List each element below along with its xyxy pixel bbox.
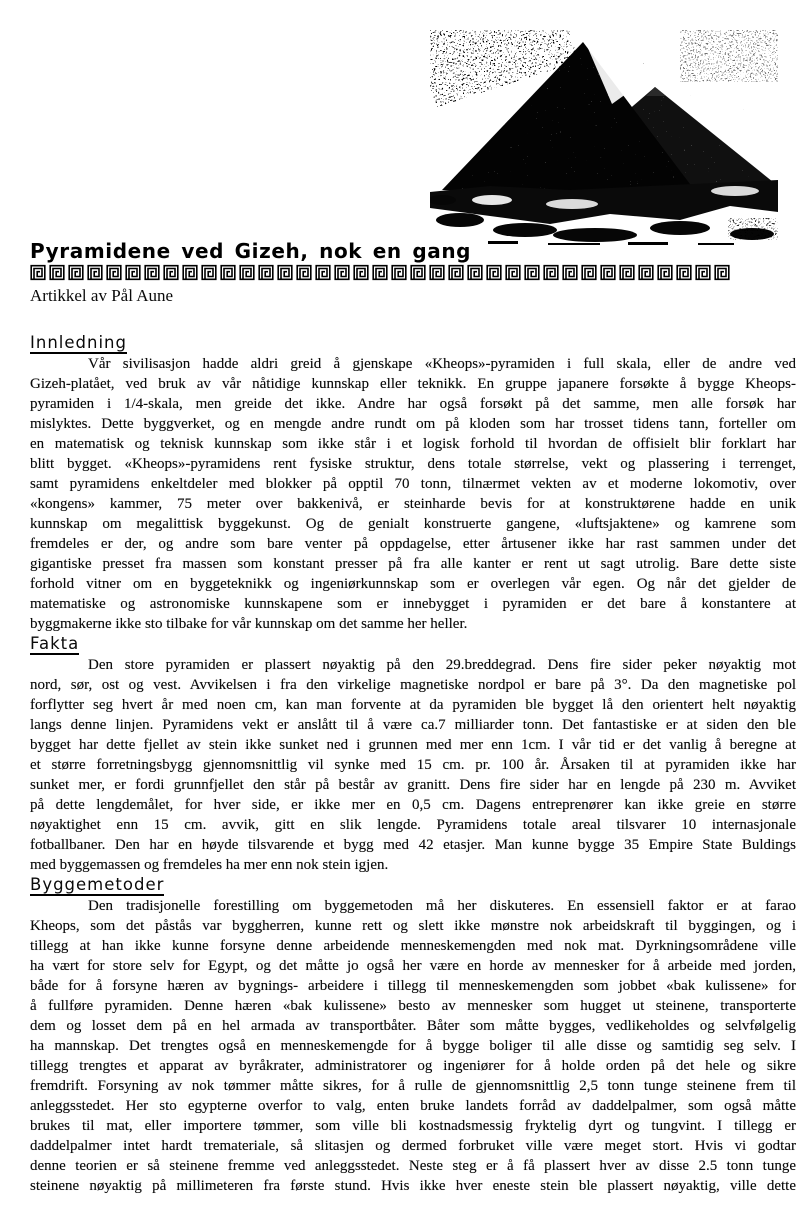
text-line: fotballbaner. Den har en høyde tilsvarende et bygg med 42 etasjer. Man kunne bygge 35 Empire State Buldings: [30, 837, 796, 853]
text-line: ha vært for store selv for Egypt, og det måtte jo også her være en horde av mennesker for å arbeide med jorden,: [30, 958, 796, 974]
text-line: nøyaktighet enn 15 cm. avvik, gitt en slik lengde. Pyramidens totale areal tilsvarer 10 internasjonale: [30, 817, 796, 833]
pyramids-photo: [430, 30, 778, 245]
greek-key-icon: [638, 264, 654, 281]
section-byggemetoder: [30, 875, 796, 1196]
greek-key-border: [30, 264, 796, 281]
text-line: daddelpalmer intet hardt tremateriale, så slitasjen og dermed forbruket ville være meget stort. Hvis vi godtar: [30, 1138, 796, 1154]
greek-key-icon: [581, 264, 597, 281]
text-line: en matematisk og teknisk kunnskap som ikke står i et logisk forhold til hvordan de offisielt blir forklart har: [30, 436, 796, 452]
section-heading-text: Fakta: [30, 634, 80, 653]
greek-key-icon: [619, 264, 635, 281]
greek-key-icon: [239, 264, 255, 281]
text-line: brukes til mat, eller importere tømmer, som ville bli kostnadsmessig fryktelig dyrt og tungvint. I tillegg er: [30, 1118, 796, 1134]
article-title: Pyramidene ved Gizeh, nok en gang: [30, 239, 472, 263]
greek-key-icon: [676, 264, 692, 281]
text-line: denne teorien er så steinene fremme ved anleggsstedet. Neste steg er å få plassert hver av disse 2.5 tonn tunge: [30, 1158, 796, 1174]
greek-key-icon: [30, 264, 46, 281]
text-line: byggmakerne ikke sto tilbake for vår kunnskap om det samme her heller.: [30, 616, 468, 632]
text-line: kunnskap om megalittisk byggekunst. Og de genialt konstruerte gangene, «luftsjaktene» og kamrene som: [30, 516, 796, 532]
text-line: matematiske og astronomiske kunnskapene som er innebygget i pyramiden er det bare å konstantere at: [30, 596, 796, 612]
text-line: fremdeles er der, og andre som bare venter på oppdagelse, etter årtusener ikke har rast sammen under det: [30, 536, 796, 552]
text-line: med byggemassen og fremdeles ha mer enn nok stein igjen.: [30, 857, 389, 873]
greek-key-icon: [600, 264, 616, 281]
text-line: samt pyramidens enkeltdeler med blokker på opptil 70 tonn, tilnærmet vekten av et moderne lokomotiv, over: [30, 476, 796, 492]
greek-key-icon: [201, 264, 217, 281]
greek-key-icon: [467, 264, 483, 281]
text-line: Den tradisjonelle forestilling om byggemetoden må her diskuteres. En essensiell faktor er at farao: [88, 898, 796, 914]
greek-key-icon: [714, 264, 730, 281]
greek-key-icon: [695, 264, 711, 281]
greek-key-icon: [543, 264, 559, 281]
text-line: sunket mer, er fordi grunnfjellet den står på består av granitt. Dens fire sider har en lengde på 230 m. Avviket: [30, 777, 796, 793]
text-line: Vår sivilisasjon hadde aldri greid å gjenskape «Kheops»-pyramiden i full skala, eller de andre ved: [88, 356, 796, 372]
greek-key-icon: [410, 264, 426, 281]
text-line: tillegg at han ikke kunne forsyne denne arbeidende menneskemengden med nok mat. Dyrkningsområdene ville: [30, 938, 796, 954]
text-line: blitt bygget. «Kheops»-pyramidens rent fysiske struktur, dens totale størrelse, vekt og plassering i terrenget,: [30, 456, 796, 472]
section-paragraph: [30, 354, 796, 634]
text-line: et større forretningsbygg gjennomsnittlig vil synke med 15 cm. pr. 100 år. Årsaken til at pyramiden ikke har: [30, 757, 796, 773]
article-content: [30, 240, 796, 1196]
text-line: å fullføre pyramiden. Denne hæren «bak kulissene» besto av mennesker som hugget ut steinene, transporterte: [30, 998, 796, 1014]
article-sections: [30, 333, 796, 1196]
section-innledning: [30, 333, 796, 634]
text-line: steinene nøyaktig på millimeteren fra første stund. Hvis ikke hver eneste stein ble plassert nøyaktig, ville dette: [30, 1178, 796, 1194]
pyramids-photo-art: [430, 30, 778, 245]
text-line: mislyktes. Dette byggverket, og en mengde andre rundt om på kloden som har trosset tidens tann, forteller om: [30, 416, 796, 432]
greek-key-icon: [486, 264, 502, 281]
greek-key-icon: [49, 264, 65, 281]
greek-key-icon: [277, 264, 293, 281]
greek-key-icon: [125, 264, 141, 281]
greek-key-icon: [562, 264, 578, 281]
text-line: «kongens» kammer, 75 meter over bakkenivå, er steinharde bevis for at konstruktørene hadde en unik: [30, 496, 796, 512]
text-line: Gizeh-platået, ved bruk av vår nåtidige kunnskap eller teknikk. En gruppe japanere forsøkte å bygge Kheops-: [30, 376, 796, 392]
greek-key-icon: [106, 264, 122, 281]
text-line: ha mannskap. Det trengtes også en menneskemengde for å bygge boliger til alle disse og samtidig seg selv. I: [30, 1038, 796, 1054]
greek-key-icon: [182, 264, 198, 281]
greek-key-icon: [353, 264, 369, 281]
section-fakta: [30, 634, 796, 875]
text-line: Den store pyramiden er plassert nøyaktig på den 29.breddegrad. Dens fire sider peker nøyaktig mot: [88, 657, 796, 673]
section-heading: [30, 634, 796, 655]
greek-key-icon: [429, 264, 445, 281]
greek-key-icon: [448, 264, 464, 281]
greek-key-icon: [334, 264, 350, 281]
text-line: dem og losset dem på en hel armada av transportbåter. Båter som måtte bygges, vedlikeholdes og selvfølgelig: [30, 1018, 796, 1034]
greek-key-icon: [524, 264, 540, 281]
greek-key-icon: [505, 264, 521, 281]
text-line: langs denne linjen. Pyramidens vekt er anslått til å være ca.7 milliarder tonn. Det fantastiske er at siden den ble: [30, 717, 796, 733]
section-heading-text: Byggemetoder: [30, 875, 165, 894]
text-line: bygget har dette fjellet av stein ikke sunket ned i grunnen med mer enn 1cm. I vår tid er det vanlig å beregne at: [30, 737, 796, 753]
greek-key-icon: [68, 264, 84, 281]
text-line: både for å forsyne hæren av bygnings- arbeidere i tillegg til menneskemengden som jobbet «bak kulissene» for: [30, 978, 796, 994]
section-paragraph: [30, 655, 796, 875]
greek-key-icon: [657, 264, 673, 281]
text-line: på dette lengdemålet, for hver side, er ikke mer en 0,5 cm. Dagens entreprenører kan ikke greie en større: [30, 797, 796, 813]
text-line: fremdrift. Forsyning av nok tømmer måtte sikres, for å rulle de gjennomsnittlig 2,5 tonn tunge steinene frem til: [30, 1078, 796, 1094]
greek-key-icon: [258, 264, 274, 281]
text-line: forflytter seg hvert år med noen cm, kan man forvente at da pyramiden ble bygget lå den orientert helt nøyaktig: [30, 697, 796, 713]
text-line: tillegg trengtes et apparat av byråkrater, administratorer og ingeniører for å holde orden på det hele og sikre: [30, 1058, 796, 1074]
text-line: forhold vitner om en byggeteknikk og ingeniørkunnskap som er overlegen vår egen. Og når det gjelder de: [30, 576, 796, 592]
greek-key-icon: [372, 264, 388, 281]
text-line: pyramiden i 1/4-skala, men greide det ikke. Andre har også forsøkt på det samme, men alle forsøk har: [30, 396, 796, 412]
article-byline: Artikkel av Pål Aune: [30, 286, 174, 305]
text-line: Kheops, som det påstås var byggherren, kunne rett og slett ikke mønstre nok arbeidskraft til byggingen, og i: [30, 918, 796, 934]
greek-key-icon: [163, 264, 179, 281]
section-heading: [30, 875, 796, 896]
greek-key-icon: [391, 264, 407, 281]
text-line: nord, sør, ost og vest. Avvikelsen i fra den virkelige magnetiske nordpol er bare på 3°. Da den magnetiske pol: [30, 677, 796, 693]
greek-key-icon: [87, 264, 103, 281]
greek-key-icon: [296, 264, 312, 281]
section-paragraph: [30, 896, 796, 1196]
section-heading: [30, 333, 796, 354]
section-heading-text: Innledning: [30, 333, 127, 352]
greek-key-icon: [144, 264, 160, 281]
text-line: anleggsstedet. Her sto egypterne overfor to valg, enten bruke landets forråd av daddelpalmer, som også måtte: [30, 1098, 796, 1114]
greek-key-icon: [220, 264, 236, 281]
greek-key-icon: [315, 264, 331, 281]
text-line: gigantiske presset fra massen som konstant presser på fra alle kanter er rent ut sagt utrolig. Bare dette siste: [30, 556, 796, 572]
